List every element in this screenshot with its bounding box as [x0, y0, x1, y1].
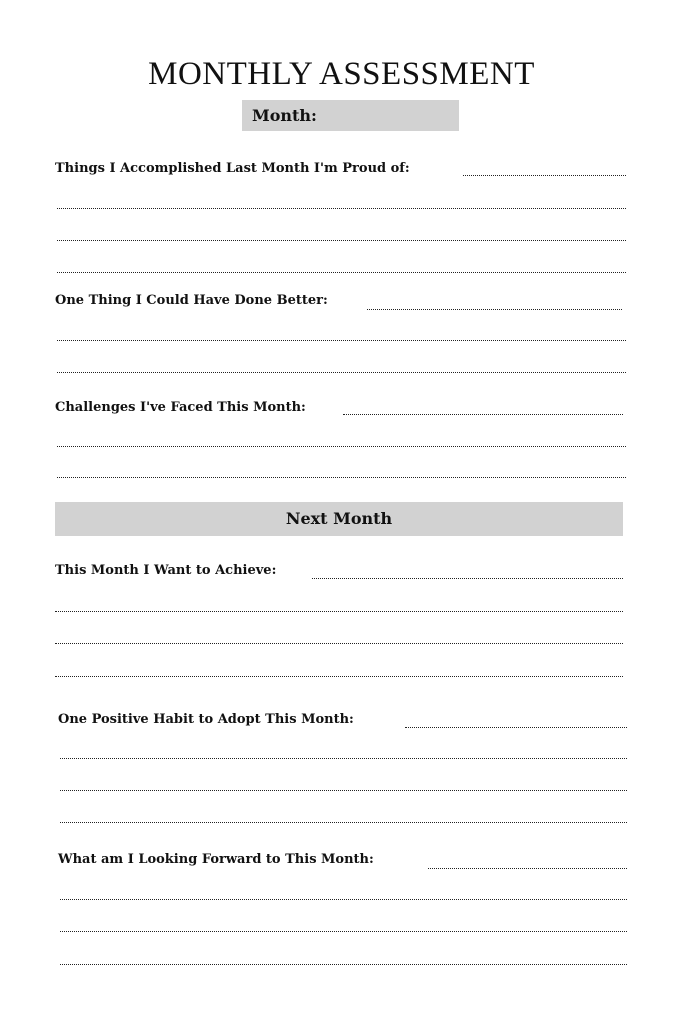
challenges-line-inline[interactable] — [343, 414, 623, 415]
achieve-line[interactable] — [55, 611, 623, 612]
achieve-label: This Month I Want to Achieve: — [55, 563, 277, 578]
accomplished-line[interactable] — [57, 272, 626, 273]
challenges-line[interactable] — [57, 446, 626, 447]
forward-line-inline[interactable] — [428, 868, 627, 869]
forward-line[interactable] — [60, 964, 627, 965]
month-field[interactable] — [242, 100, 459, 131]
accomplished-line[interactable] — [57, 240, 626, 241]
better-line[interactable] — [57, 340, 626, 341]
better-label: One Thing I Could Have Done Better: — [55, 293, 328, 308]
habit-line[interactable] — [60, 822, 627, 823]
better-line-inline[interactable] — [367, 309, 622, 310]
achieve-line[interactable] — [55, 643, 623, 644]
page-title: MONTHLY ASSESSMENT — [148, 56, 535, 92]
challenges-line[interactable] — [57, 477, 626, 478]
habit-line[interactable] — [60, 790, 627, 791]
accomplished-label: Things I Accomplished Last Month I'm Proud of: — [55, 161, 410, 176]
accomplished-line-inline[interactable] — [463, 175, 626, 176]
better-line[interactable] — [57, 372, 626, 373]
forward-line[interactable] — [60, 931, 627, 932]
habit-label: One Positive Habit to Adopt This Month: — [58, 712, 354, 727]
forward-label: What am I Looking Forward to This Month: — [58, 852, 374, 867]
forward-line[interactable] — [60, 899, 627, 900]
accomplished-line[interactable] — [57, 208, 626, 209]
challenges-label: Challenges I've Faced This Month: — [55, 400, 306, 415]
next-month-header: Next Month — [55, 502, 623, 536]
achieve-line-inline[interactable] — [312, 578, 623, 579]
habit-line-inline[interactable] — [405, 727, 627, 728]
achieve-line[interactable] — [55, 676, 623, 677]
month-label: Month: — [252, 106, 317, 125]
habit-line[interactable] — [60, 758, 627, 759]
